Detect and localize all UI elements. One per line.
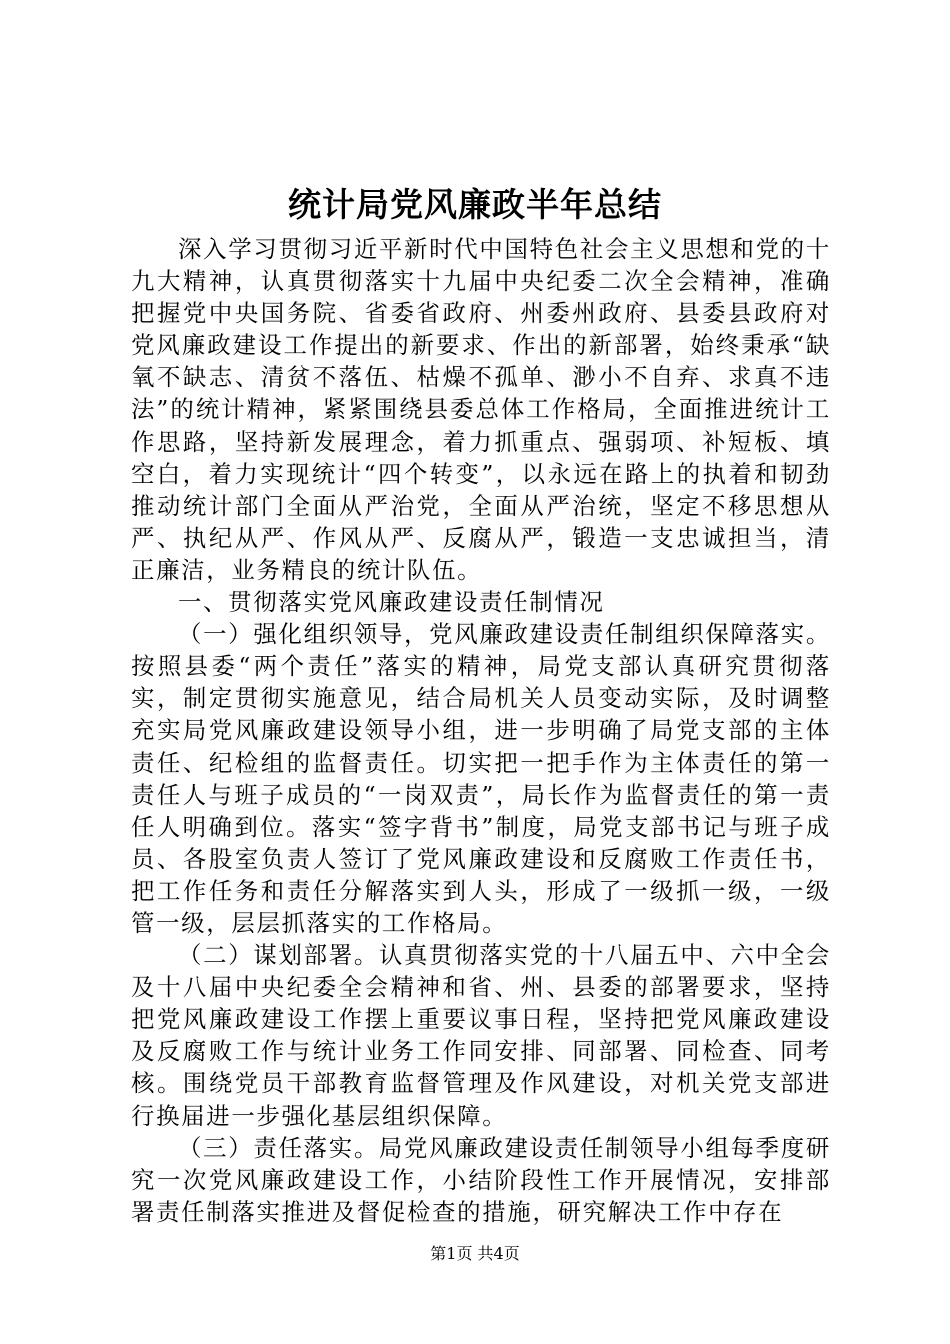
page-number: 第1页 共4页 — [430, 1244, 520, 1263]
intro-paragraph: 深入学习贯彻习近平新时代中国特色社会主义思想和党的十九大精神，认真贯彻落实十九届中央纪委二次全会精神，准确把握党中央国务院、省委省政府、州委州政府、县委县政府对党风廉政建设工作提出的新要求、作出的新部署，始终秉承“缺氧不缺志、清贫不落伍、枯燥不孤单、渺小不自弃、求真不违法”的统计精神，紧紧围绕县委总体工作格局，全面推进统计工作思路，坚持新发展理念，着力抓重点、强弱项、补短板、填空白，着力实现统计“四个转变”，以永远在路上的执着和韧劲推动统计部门全面从严治党，全面从严治统，坚定不移思想从严、执纪从严、作风从严、反腐从严，锻造一支忠诚担当，清正廉洁，业务精良的统计队伍。 — [131, 235, 831, 584]
document-body — [131, 233, 831, 1228]
subsection-paragraph-1: （一）强化组织领导，党风廉政建设责任制组织保障落实。按照县委“两个责任”落实的精神，局党支部认真研究贯彻落实，制定贯彻实施意见，结合局机关人员变动实际，及时调整充实局党风廉政建设领导小组，进一步明确了局党支部的主体责任、纪检组的监督责任。切实把一把手作为主体责任的第一责任人与班子成员的“一岗双责”，局长作为监督责任的第一责任人明确到位。落实“签字背书”制度，局党支部书记与班子成员、各股室负责人签订了党风廉政建设和反腐败工作责任书，把工作任务和责任分解落实到人头，形成了一级抓一级，一级管一级，层层抓落实的工作格局。 — [131, 620, 831, 937]
subsection-paragraph-3: （三）责任落实。局党风廉政建设责任制领导小组每季度研究一次党风廉政建设工作，小结阶段性工作开展情况，安排部署责任制落实推进及督促检查的措施，研究解决工作中存在 — [131, 1133, 831, 1226]
section-heading: 一、贯彻落实党风廉政建设责任制情况 — [178, 588, 605, 617]
subsection-paragraph-2: （二）谋划部署。认真贯彻落实党的十八届五中、六中全会及十八届中央纪委全会精神和省、州、县委的部署要求，坚持把党风廉政建设工作摆上重要议事日程，坚持把党风廉政建设及反腐败工作与统计业务工作同安排、同部署、同检查、同考核。围绕党员干部教育监督管理及作风建设，对机关党支部进行换届进一步强化基层组织保障。 — [131, 941, 831, 1130]
document-title: 统计局党风廉政半年总结 — [288, 185, 662, 224]
